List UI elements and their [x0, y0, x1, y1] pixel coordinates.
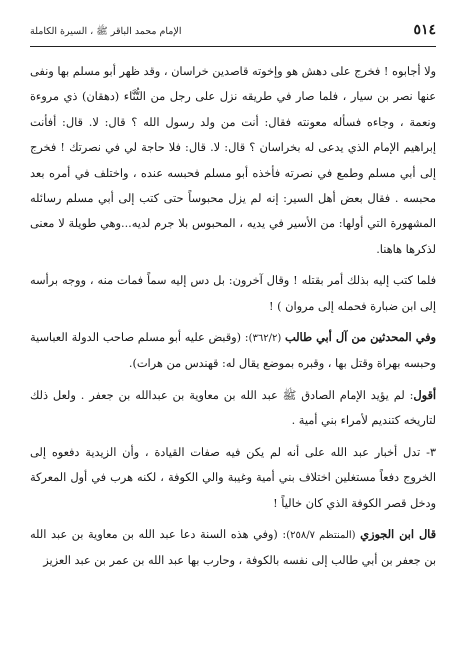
paragraph-text: فلما كتب إليه بذلك أمر بقتله ! وقال آخرون: بل دس إليه سماً فمات منه ، ووجه برأسه إلى ابن ضبارة فحمله إلى مروان ) !: [30, 274, 436, 313]
paragraph-text: : لم يؤيد الإمام الصادق ﷺ عبد الله بن معاوية بن عبدالله بن جعفر . ولعل ذلك لتاريخه كتنديم لأمراء بني أمية .: [30, 388, 436, 428]
paragraph-text: : (وقبض عليه أبو مسلم صاحب الدولة العباسية وحبسه بهراة وقتل بها ، وقبره بموضع يقال له: قهندس من هرات).: [30, 331, 436, 371]
paragraph-6: [30, 522, 436, 574]
paragraph-2: [30, 268, 436, 319]
header-divider: [30, 46, 436, 47]
page-header: [30, 22, 436, 44]
source-lead: وفي المحدثين من آل أبي طالب: [285, 330, 437, 345]
source-reference: (٣٦٢/٢): [248, 333, 282, 345]
paragraph-1: [30, 59, 436, 262]
author-note-lead: أقول: [413, 387, 436, 402]
paragraph-5: [30, 440, 436, 516]
source-reference: (المنتظم ٢٥٨/٧): [286, 529, 356, 541]
source-lead: قال ابن الجوزي: [360, 526, 436, 541]
paragraph-text: ٣- تدل أخبار عبد الله على أنه لم يكن فيه صفات القيادة ، وأن الزيدية دفعوه إلى الخروج دفعاً مستغلين اختلاف بني أمية وغيبة والي الكوفة ، لكنه هرب في أول المعركة ودخل قصر الكوفة الذي كان خالياً !: [30, 445, 436, 510]
paragraph-text: : (وفي هذه السنة دعا عبد الله بن معاوية بن عبد الله بن جعفر بن أبي طالب إلى نفسه بالكوفة ، وحارب بها عبد الله بن عمر بن عبد العزيز: [30, 527, 436, 568]
paragraph-text: ولا أجابوه ! فخرج على دهش هو وإخوته قاصدين خراسان ، وقد ظهر أبو مسلم بها ونفى عنها نصر بن سيار ، فلما صار في طريقه نزل على رجل من التُّنَّاء (دهقان) ذي مروءة ونعمة ، وجاءه فسأله معونته فقال: أنت من ولد رسول الله ؟ قال: لا. قال: أفأنت إبراهيم الإمام الذي يدعى له بخراسان ؟ قال: لا. قال: فلا حاجة لي في نصرتك ! فخرج إلى أبي مسلم وطمع في نصرته فأخذه أبو مسلم فحبسه عنده ، واختلف في أمره بعد محبسه . فقال بعض أهل السير: إنه لم يزل محبوساً حتى كتب إلى أبي مسلم رسائله المشهورة التي أولها: من الأسير في يديه ، المحبوس بلا جرم لديه...وهي طويلة لا معنى لذكرها هاهنا.: [30, 65, 436, 256]
paragraph-4: [30, 383, 436, 434]
paragraph-3: [30, 325, 436, 377]
running-title: الإمام محمد الباقر ﷺ ، السيرة الكاملة: [30, 26, 182, 37]
page-number: ٥١٤: [413, 22, 436, 38]
